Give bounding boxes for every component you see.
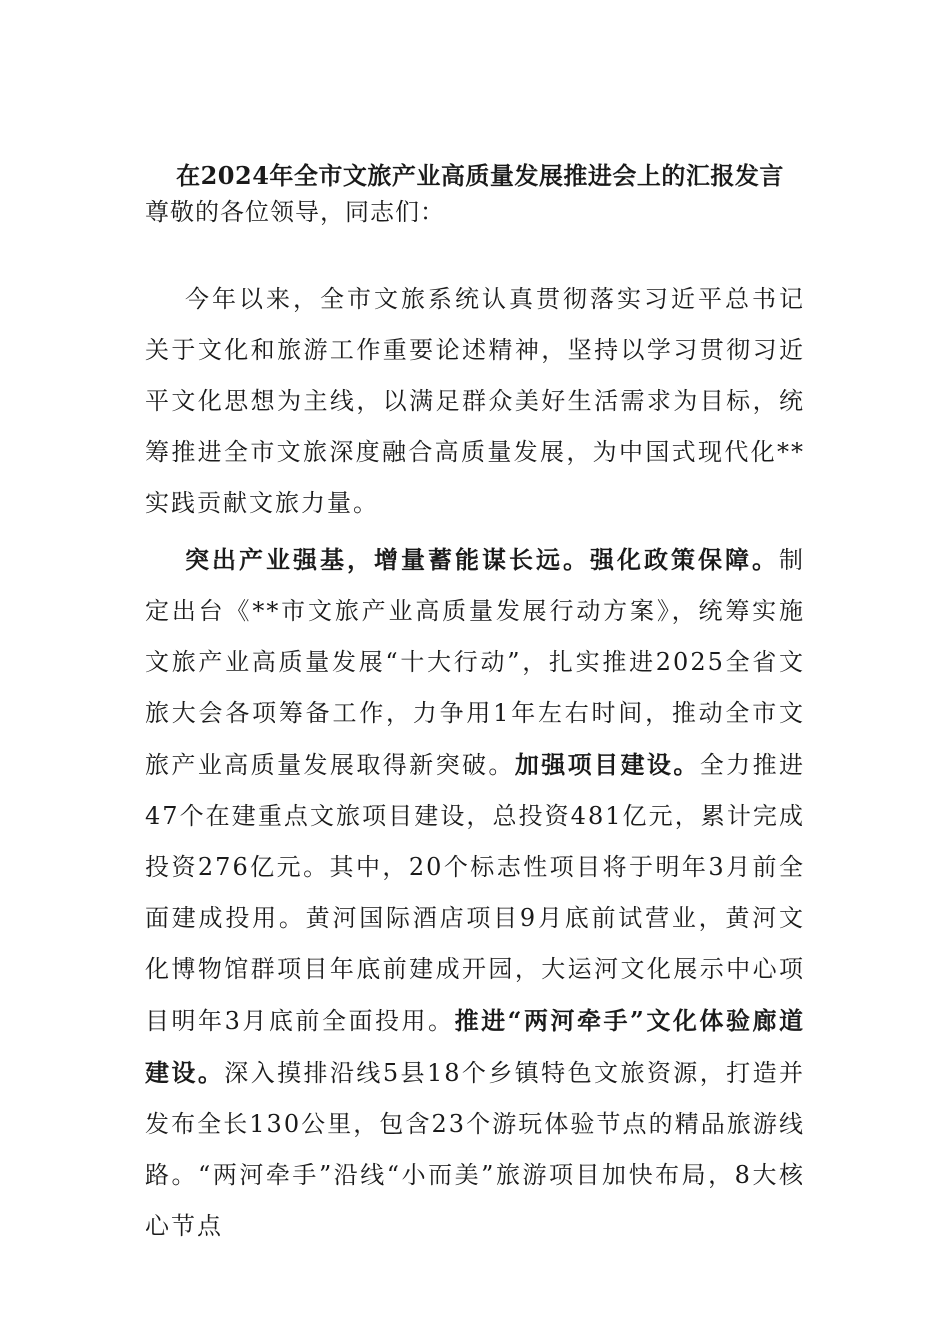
sub3-text: 深入摸排沿线5县18个乡镇特色文旅资源，打造并发布全长130公里，包含23个游玩体验节点的精品旅游线路。“两河牵手”沿线“小而美”旅游项目加快布局，8大核心节点	[145, 1059, 806, 1240]
sub1-heading: 强化政策保障。	[590, 545, 779, 574]
intro-paragraph: 今年以来，全市文旅系统认真贯彻落实习近平总书记关于文化和旅游工作重要论述精神，坚持以学习贯彻习近平文化思想为主线，以满足群众美好生活需求为目标，统筹推进全市文旅深度融合高质量发展，为中国式现代化**实践贡献文旅力量。	[145, 285, 805, 517]
section1-paragraph	[145, 534, 805, 1252]
sub2-heading: 加强项目建设。	[514, 750, 700, 779]
sub3-heading: 推进“两河牵手”文化体验廊道建设。	[145, 1006, 805, 1087]
sub1-text: 制定出台《**市文旅产业高质量发展行动方案》，统筹实施文旅产业高质量发展“十大行动”，扎实推进2025全省文旅大会各项筹备工作，力争用1年左右时间，推动全市文旅产业高质量发展取得新突破。	[145, 546, 805, 779]
salutation: 尊敬的各位领导，同志们：	[145, 198, 445, 226]
document-title: 在2024年全市文旅产业高质量发展推进会上的汇报发言	[176, 161, 784, 190]
sub2-text: 全力推进47个在建重点文旅项目建设，总投资481亿元，累计完成投资276亿元。其中，20个标志性项目将于明年3月前全面建成投用。黄河国际酒店项目9月底前试营业，黄河文化博物馆群项目年底前建成开园，大运河文化展示中心项目明年3月底前全面投用。	[145, 751, 806, 1035]
section1-heading: 突出产业强基，增量蓄能谋长远。	[185, 545, 590, 574]
